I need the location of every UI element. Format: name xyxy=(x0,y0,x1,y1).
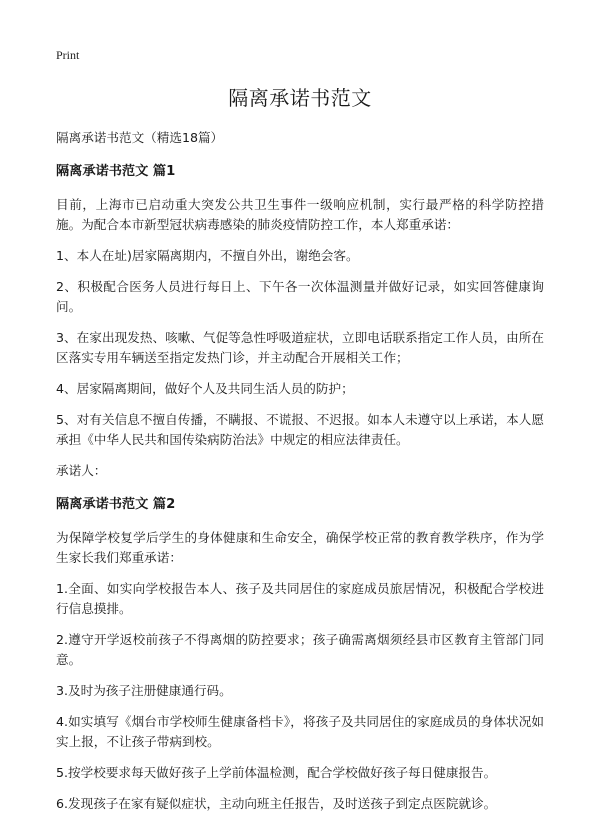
section-heading-2: 隔离承诺书范文 篇2 xyxy=(56,497,176,512)
paragraph: 4、居家隔离期间，做好个人及共同生活人员的防护； xyxy=(56,381,354,396)
page-title: 隔离承诺书范文 xyxy=(228,86,372,110)
section-heading-1: 隔离承诺书范文 篇1 xyxy=(56,164,176,179)
paragraph: 2、积极配合医务人员进行每日上、下午各一次体温测量并做好记录，如实回答健康询问。 xyxy=(56,279,544,314)
paragraph: 3.及时为孩子注册健康通行码。 xyxy=(56,683,232,698)
paragraph: 1、本人在址)居家隔离期内，不擅自外出，谢绝会客。 xyxy=(56,248,359,263)
paragraph: 为保障学校复学后学生的身体健康和生命安全，确保学校正常的教育教学秩序，作为学生家长我们郑重承诺： xyxy=(56,530,544,565)
paragraph: 4.如实填写《烟台市学校师生健康备档卡》，将孩子及共同居住的家庭成员的身体状况如实上报，不让孩子带病到校。 xyxy=(56,714,544,749)
paragraph: 2.遵守开学返校前孩子不得离烟的防控要求；孩子确需离烟须经县市区教育主管部门同意。 xyxy=(56,632,544,667)
paragraph: 5.按学校要求每天做好孩子上学前体温检测，配合学校做好孩子每日健康报告。 xyxy=(56,765,497,780)
paragraph: 5、对有关信息不擅自传播，不瞒报、不谎报、不迟报。如本人未遵守以上承诺，本人愿承担《中华人民共和国传染病防治法》中规定的相应法律责任。 xyxy=(56,412,544,447)
print-link[interactable]: Print xyxy=(56,48,80,62)
paragraph: 3、在家出现发热、咳嗽、气促等急性呼吸道症状，立即电话联系指定工作人员，由所在区落实专用车辆送至指定发热门诊，并主动配合开展相关工作； xyxy=(56,330,544,365)
signature-line: 承诺人： xyxy=(56,463,107,478)
paragraph: 6.发现孩子在家有疑似症状，主动向班主任报告，及时送孩子到定点医院就诊。 xyxy=(56,796,497,811)
paragraph: 目前，上海市已启动重大突发公共卫生事件一级响应机制，实行最严格的科学防控措施。为配合本市新型冠状病毒感染的肺炎疫情防控工作，本人郑重承诺： xyxy=(56,197,544,232)
document-subtitle: 隔离承诺书范文（精选18篇） xyxy=(56,130,224,145)
paragraph: 1.全面、如实向学校报告本人、孩子及共同居住的家庭成员旅居情况，积极配合学校进行信息摸排。 xyxy=(56,581,544,616)
